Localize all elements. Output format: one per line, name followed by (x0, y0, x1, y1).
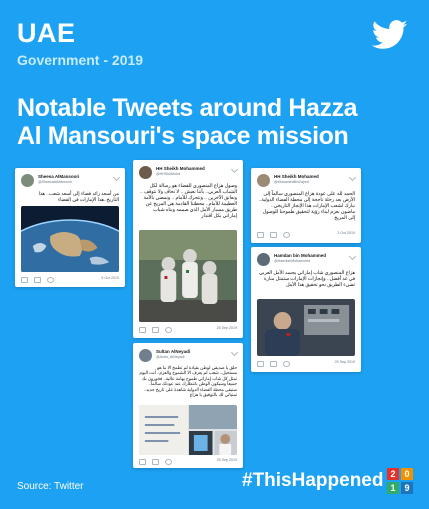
retweet-icon[interactable] (34, 277, 41, 283)
tweet-date: 25 Sep 2019 (216, 458, 237, 462)
tweet-user-name: Sheesa AlMansoori (38, 174, 80, 179)
tweet-user-handle: @Astro_AlNeyadi (156, 355, 185, 359)
source-note: Source: Twitter (17, 481, 84, 492)
tweet-date: 5 Oct 2019 (101, 276, 119, 280)
like-icon[interactable] (283, 361, 290, 367)
tweet-text: الحمد لله على عودة هزاع المنصوري سالماً إلى الأرض بعد رحلة ناجحة إلى محطة الفضاء الدولية.. نبارك لشعب الإمارات هذا الإنجاز التاريخي.. ماضون بعزم لبناء رؤية لتحقيق طموحنا للوصول إلى المريخ (258, 192, 355, 221)
retweet-icon[interactable] (152, 327, 159, 333)
tweet-user-handle: @MohamedBinZayed (274, 180, 309, 184)
tweet-card-3 (251, 168, 361, 243)
reply-icon[interactable] (139, 459, 146, 465)
chevron-down-icon (113, 174, 120, 181)
headline-line-1: Notable Tweets around Hazza (17, 94, 358, 122)
tweet-footer (139, 458, 237, 466)
reply-icon[interactable] (257, 361, 264, 367)
tweet-user-name: HH Sheikh Mohamed (274, 174, 319, 179)
tweet-header (257, 253, 355, 269)
tweet-user-handle: @HamdanMohammed (274, 259, 311, 263)
tweet-date: 25 Sep 2019 (216, 326, 237, 330)
tweet-card-2 (133, 160, 243, 338)
country-title: UAE (17, 18, 76, 48)
retweet-icon[interactable] (270, 232, 277, 238)
tweet-photo-collage (139, 405, 237, 455)
tweet-footer (139, 326, 237, 334)
headline-line-2: Al Mansouri's space mission (17, 122, 349, 150)
tweet-header (139, 349, 237, 365)
avatar (257, 174, 270, 187)
tweet-text: حلق يا صديقي لوطن بقيادة لم تطمح الا ما هو مستحيل.. شعب لم يعرف الا الشموخ والعزم.. أنت اليوم تمثل كل شاب إماراتي طموح بهامة عالية.. فخورون بك جميعاً وسيكون الوطن بانتظارك عند عودتك سالماً.. ستبقى محطة الفضاء الدولية شاهدة على تاريخ جديد.. تمنياتي لك بالتوفيق يا هزاع (139, 365, 237, 398)
like-icon[interactable] (165, 327, 172, 333)
like-icon[interactable] (165, 459, 172, 465)
like-icon[interactable] (283, 232, 290, 238)
logo-digit-1: 1 (387, 482, 399, 494)
tweet-text: وصول هزاع المنصوري للفضاء هو رسالة لكل الشباب العربي.. بأننا نعيش .. لا نخاف ولا نتوقف .. ونعانق الآخرين .. ونتحرك للأمام .. ونمضي بالأمة العظيمة للأمام.. محطتنا القادمة هي المريخ عن طريق مسبار الأمل الذي صممه وبناه شباب إماراتي بكل اقتدار (139, 184, 237, 219)
tweet-user-name: HH Sheikh Mohammed (156, 166, 205, 171)
tweet-user-handle: @HHShkMohd (156, 172, 181, 176)
tweet-footer (21, 276, 119, 284)
tweet-user-name: Hamdan bin Mohammed (274, 253, 327, 258)
tweet-text: هزاع المنصوري شاب إماراتي يجسد الأمل العربي في غد أفضل.. وإنجازات الإمارات ستمثل منارة تضيء الطريق نحو تحقيق هذا الأمل (258, 271, 355, 288)
tweet-text: من أسعد زائد فضاء إلى أسعد شعب.. هذا التاريخ..هذا الإمارات في الفضاء (38, 192, 119, 203)
year-2019-logo (387, 468, 413, 494)
chevron-down-icon (349, 174, 356, 181)
tweet-header (139, 166, 237, 182)
tweet-card-4 (251, 247, 361, 372)
retweet-icon[interactable] (152, 459, 159, 465)
retweet-icon[interactable] (270, 361, 277, 367)
avatar (257, 253, 270, 266)
headline (17, 94, 412, 150)
tweet-user-handle: @SheesaAlMansoori (38, 180, 72, 184)
tweet-date: 3 Oct 2019 (337, 231, 355, 235)
logo-digit-9: 9 (401, 482, 413, 494)
tweet-footer (257, 231, 355, 239)
tweet-card-5 (133, 343, 243, 468)
reply-icon[interactable] (139, 327, 146, 333)
avatar (21, 174, 34, 187)
avatar (139, 166, 152, 179)
tweet-photo-cockpit (257, 299, 355, 356)
chevron-down-icon (231, 166, 238, 173)
tweet-photo-astronauts (139, 230, 237, 322)
hashtag: #ThisHappened (242, 470, 384, 491)
reply-icon[interactable] (21, 277, 28, 283)
tweet-date: 25 Sep 2019 (334, 360, 355, 364)
tweet-header (257, 174, 355, 190)
twitter-bird-icon (372, 20, 408, 50)
reply-icon[interactable] (257, 232, 264, 238)
chevron-down-icon (231, 349, 238, 356)
logo-digit-0: 0 (401, 468, 413, 480)
like-icon[interactable] (47, 277, 54, 283)
chevron-down-icon (349, 253, 356, 260)
page-subtitle: Government - 2019 (17, 52, 144, 68)
avatar (139, 349, 152, 362)
tweet-header (21, 174, 119, 190)
tweet-card-1 (15, 168, 125, 287)
tweet-user-name: Sultan AlNeyadi (156, 349, 191, 354)
tweet-footer (257, 360, 355, 368)
tweet-photo-earth (21, 206, 119, 272)
logo-digit-2: 2 (387, 468, 399, 480)
